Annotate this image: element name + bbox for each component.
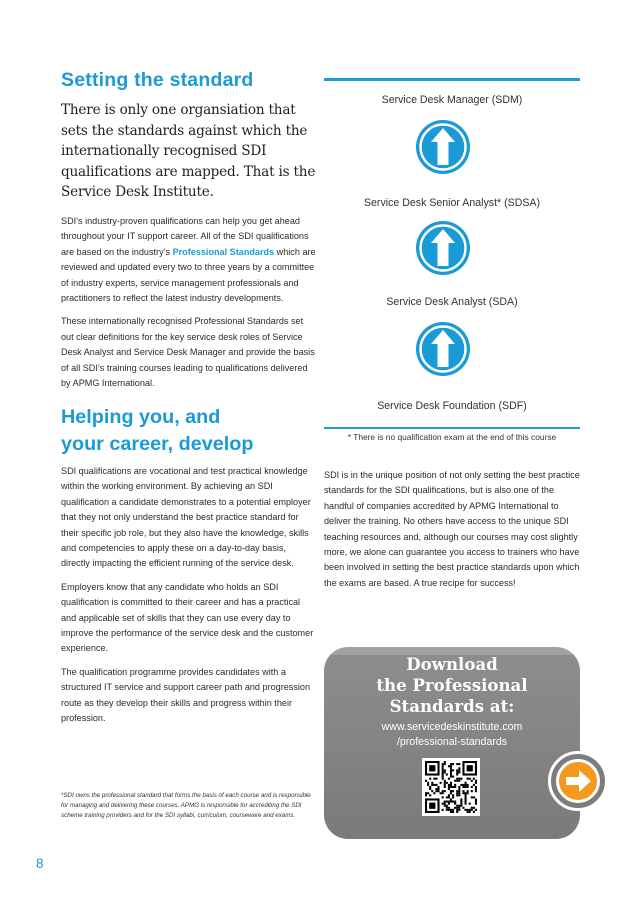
up-arrow-icon xyxy=(415,321,471,377)
download-title-line-1: Download xyxy=(406,654,498,674)
heading-setting-standard: Setting the standard xyxy=(61,69,254,91)
paragraph-programme: The qualification programme provides candidates with a structured IT service and support career path and progression route as they develop their skills and progress within their profession. xyxy=(61,666,311,724)
paragraph-vocational: SDI qualifications are vocational and test practical knowledge within the working environment. By achieving an SDI qualification a candidate demonstrates to a potential employer that they not only understand the best practice standard for their specific job role, but they also have the knowledge, skills and competencies to apply these on a day-to-day basis, directly impacting the efficient running of the service desk. xyxy=(61,466,311,569)
level-sdsa: Service Desk Senior Analyst* (SDSA) xyxy=(363,197,541,209)
download-url[interactable] xyxy=(324,720,580,750)
heading-line-1: Helping you, and xyxy=(61,406,221,428)
heading-helping-you xyxy=(61,404,317,458)
arrow-right-icon xyxy=(559,762,597,800)
ladder-bottom-rule xyxy=(324,427,580,429)
paragraph-unique-position: SDI is in the unique position of not only setting the best practice standards for the SDI qualifications, but is also one of the handful of companies accredited by APMG International to deliver the training. No others have access to the unique SDI teaching resources and, although our courses may cost slightly more, we alone can guarantee you access to trainers who have been involved in setting the best practice standards upon which the exams are based. A true recipe for success! xyxy=(324,470,580,588)
up-arrow-icon xyxy=(415,220,471,276)
download-button[interactable] xyxy=(548,751,608,811)
right-text xyxy=(324,468,580,591)
helping-section xyxy=(61,464,317,727)
level-sdf: Service Desk Foundation (SDF) xyxy=(377,400,527,412)
lead-paragraph: There is only one organsiation that sets the standards against which the internationally recognised SDI qualifications are mapped. That is the Service Desk Institute. xyxy=(61,102,316,201)
download-title xyxy=(324,654,580,717)
footnote-sdi: *SDI owns the professional standard that forms the basis of each course and is responsible for managing and delivering these courses. APMG is responsible for accrediting the SDI scheme training providers and for the SDI syllabi, curriculum, courseware and exams. xyxy=(61,792,311,819)
professional-standards-link[interactable]: Professional Standards xyxy=(172,246,275,257)
qr-code xyxy=(422,758,480,816)
up-arrow-icon xyxy=(415,119,471,175)
level-sdm: Service Desk Manager (SDM) xyxy=(381,94,523,106)
qr-code-icon xyxy=(425,761,477,813)
download-url-line-1: www.servicedeskinstitute.com xyxy=(381,721,523,733)
ladder-footnote: * There is no qualification exam at the end of this course xyxy=(347,432,557,442)
ladder-top-rule xyxy=(324,78,580,81)
setting-standard-section xyxy=(61,68,317,391)
paragraph-recognised-standards: These internationally recognised Professional Standards set out clear definitions for the key service desk roles of Service Desk Analyst and Service Desk Manager and provide the basis of all SDI’s training courses leading to qualifications delivered by APMG International. xyxy=(61,316,315,389)
page-number: 8 xyxy=(36,856,44,871)
download-url-line-2: /professional-standards xyxy=(396,736,508,748)
heading-line-2: your career, develop xyxy=(61,433,254,455)
level-sda: Service Desk Analyst (SDA) xyxy=(386,296,518,308)
paragraph-employers: Employers know that any candidate who holds an SDI qualification is committed to their career and has a practical and applicable set of skills that they can use every day to improve the performance of the service desk and the customer experience. xyxy=(61,581,314,654)
download-title-line-3: Standards at: xyxy=(389,696,515,716)
text-before-link: SDI’s industry-proven qualifications can help you get ahead throughout your IT support career. All of the SDI qualifications are based on the industry’s xyxy=(61,215,309,257)
download-title-line-2: the Professional xyxy=(376,675,528,695)
qualification-ladder xyxy=(324,78,580,446)
download-button-inner xyxy=(556,759,600,803)
paragraph-sdi-qualifications xyxy=(61,214,317,306)
download-panel[interactable] xyxy=(324,647,580,839)
text-after-link: which are reviewed and updated every two to three years by a committee of industry experts, service management professionals and practitioners to reflect the latest industry developments. xyxy=(61,246,316,303)
